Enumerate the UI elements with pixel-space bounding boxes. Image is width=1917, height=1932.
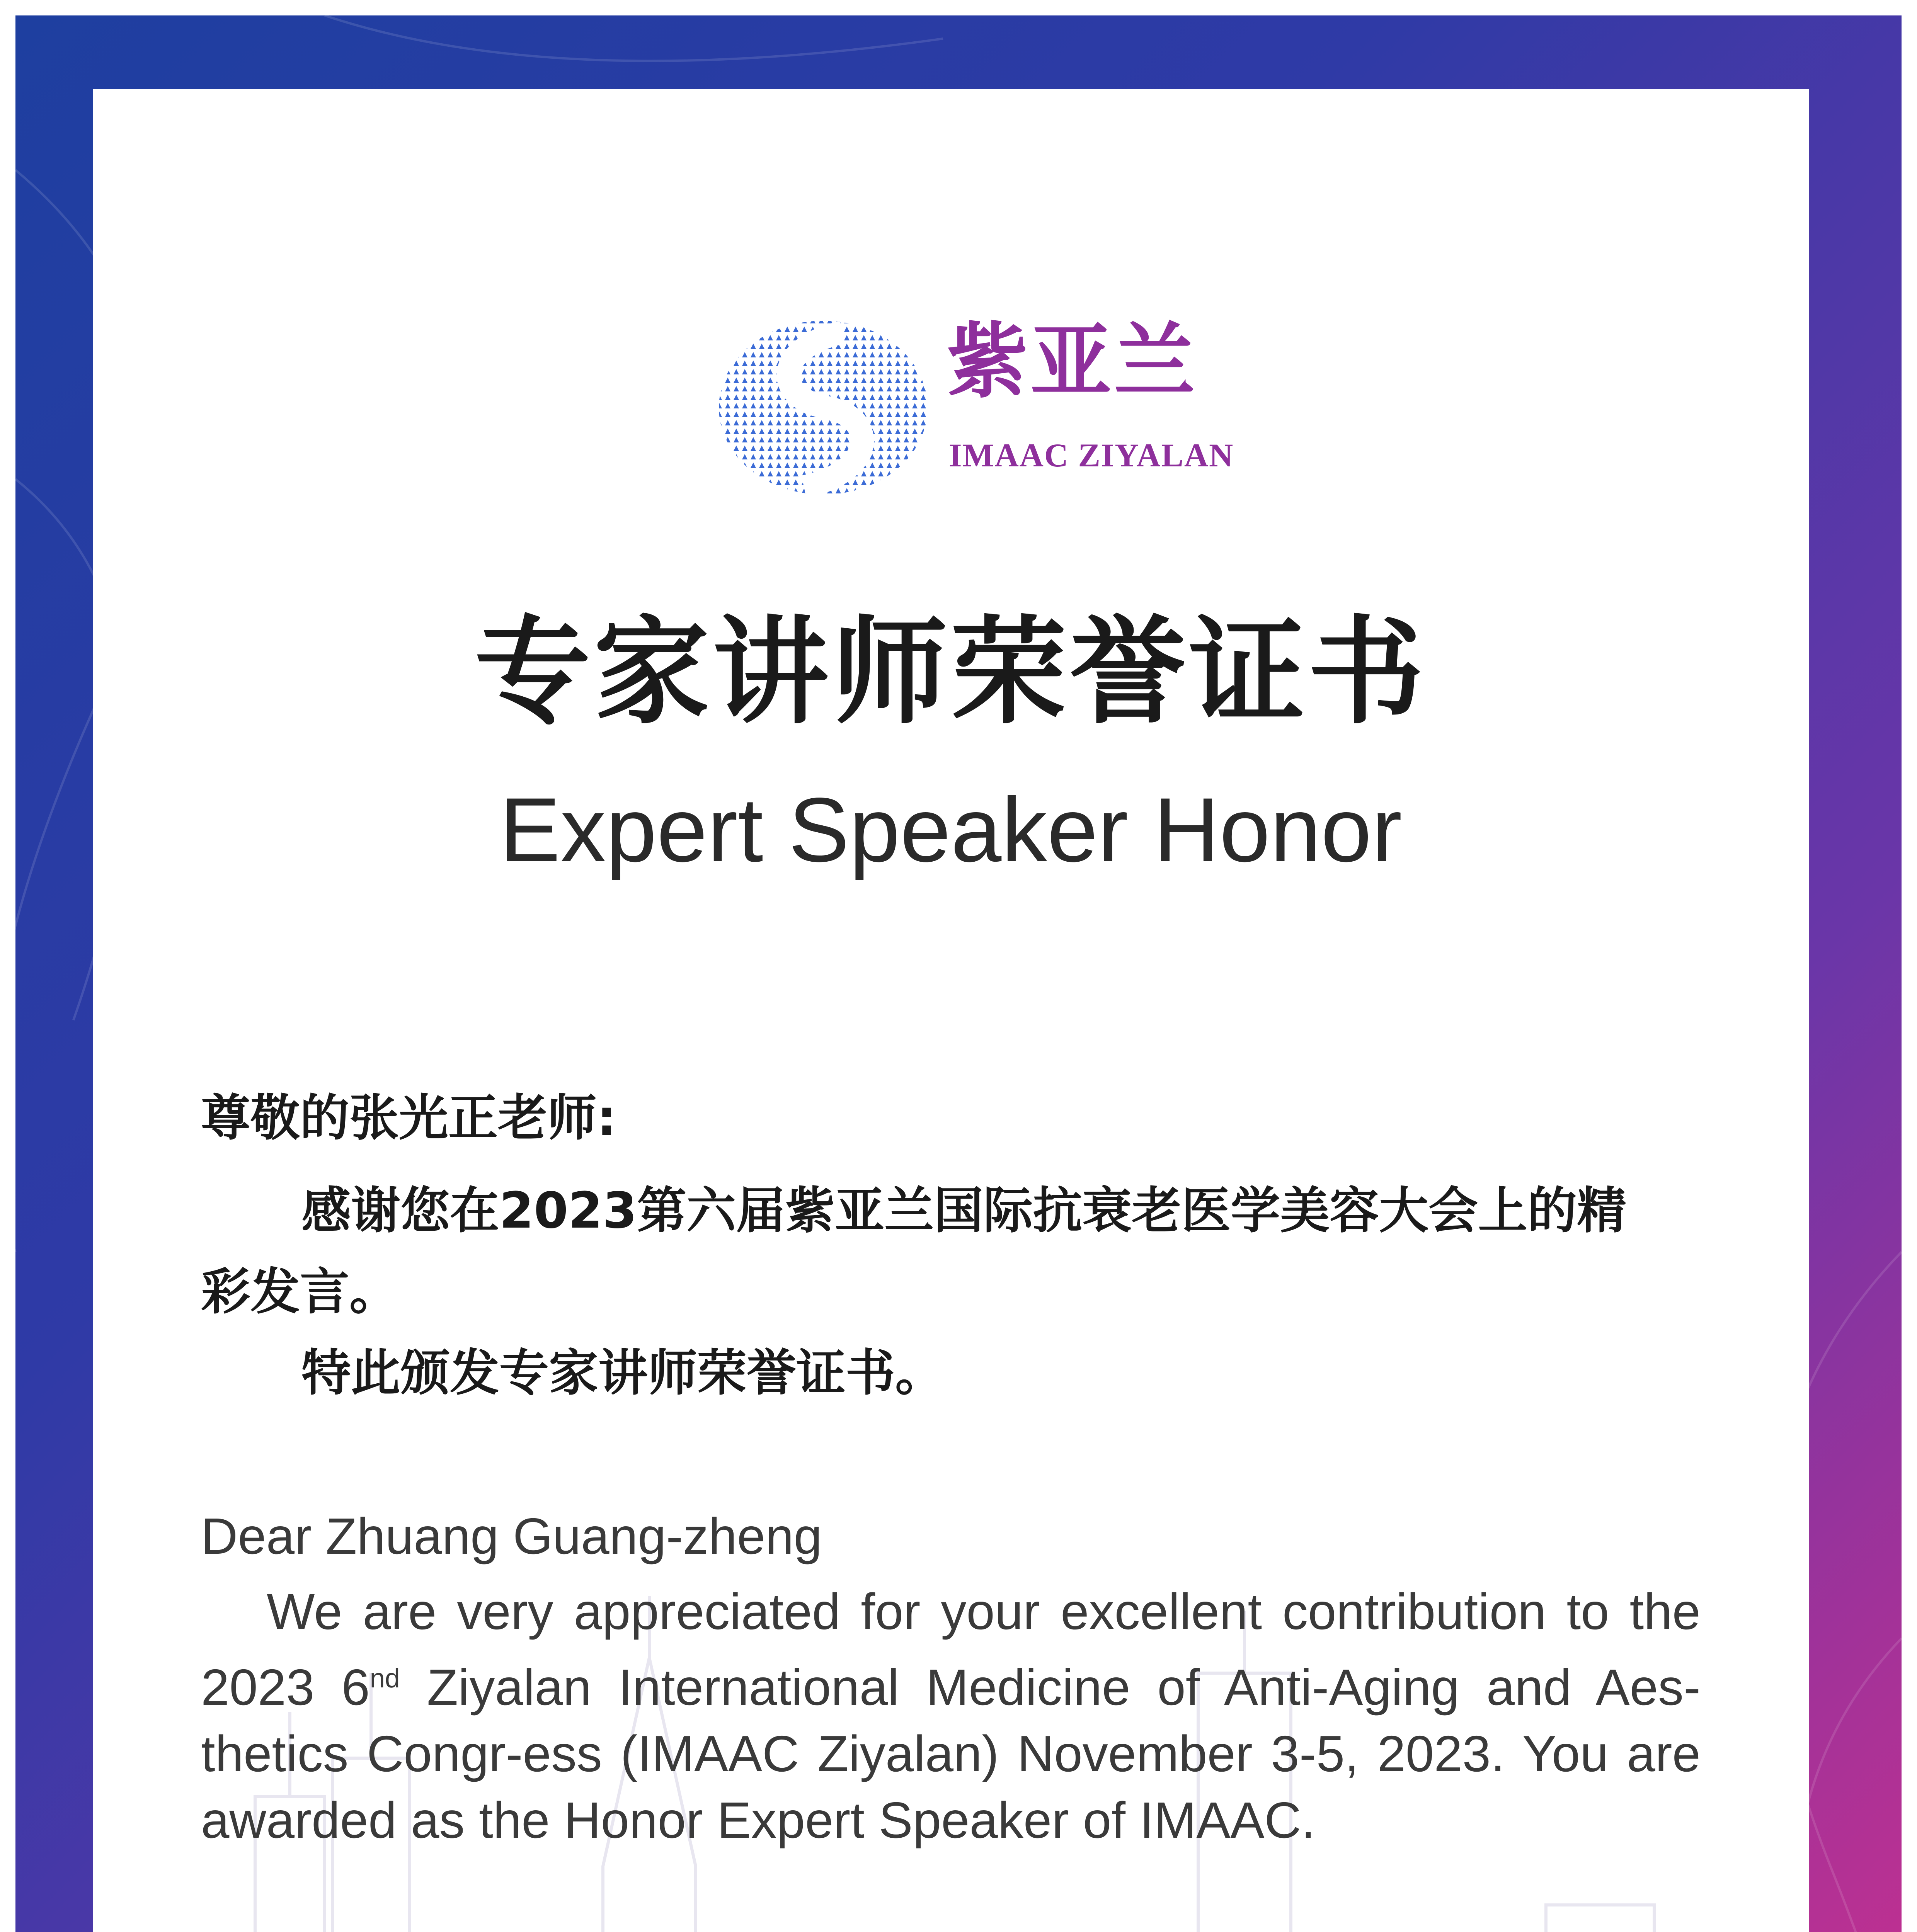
chinese-salutation: 尊敬的张光正老师: (201, 1089, 617, 1147)
english-body (201, 1578, 1701, 1854)
organizer-logo (715, 305, 1234, 506)
logo-english-name: IMAAC ZIYALAN (949, 437, 1234, 474)
chinese-body-line: 感谢您在2023第六届紫亚兰国际抗衰老医学美容大会上的精 (301, 1182, 1627, 1240)
english-greeting: Dear Zhuang Guang-zheng (201, 1508, 822, 1565)
chinese-award-line: 特此颁发专家讲师荣誉证书。 (301, 1344, 945, 1402)
certificate-title-english: Expert Speaker Honor (499, 779, 1402, 881)
certificate-paper (93, 89, 1809, 1932)
certificate-title-chinese: 专家讲师荣誉证书 (475, 605, 1427, 740)
chinese-body-line: 彩发言。 (201, 1263, 399, 1321)
ordinal-suffix: nd (369, 1663, 400, 1693)
logo-chinese-name: 紫亚兰 (947, 313, 1198, 409)
english-body-part: Ziyalan International Medicine of Anti-Aging and Aes-thetics Congr-ess (IMAAC Ziyalan) November 3-5, 2023. You are awarded as the Honor Expert Speaker of IMAAC. (201, 1659, 1701, 1849)
english-body-part: We are very appreciated for your excellent contribution to the 2023 6 (201, 1583, 1701, 1716)
logo-mark-icon (715, 317, 931, 498)
